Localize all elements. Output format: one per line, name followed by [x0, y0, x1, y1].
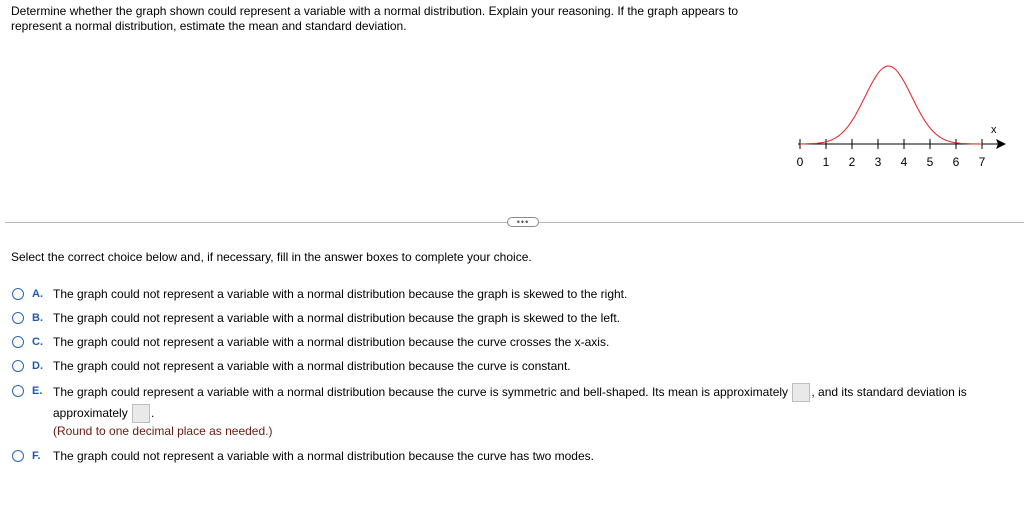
choice-text: The graph could not represent a variable with a normal distribution because the curve has two modes. — [53, 449, 594, 463]
choice-letter: D. — [32, 360, 43, 372]
choice-text: The graph could not represent a variable with a normal distribution because the graph is skewed to the left. — [53, 311, 620, 325]
choice-text — [53, 382, 1003, 424]
radio-f[interactable] — [12, 450, 24, 462]
x-tick-label: 5 — [926, 155, 934, 169]
choice-letter: F. — [32, 450, 41, 462]
choice-letter: E. — [32, 385, 43, 397]
mean-answer-box[interactable] — [792, 383, 810, 402]
x-tick-label: 1 — [822, 155, 830, 169]
choice-text: The graph could not represent a variable with a normal distribution because the curve crosses the x-axis. — [53, 335, 610, 349]
choice-text: The graph could not represent a variable with a normal distribution because the curve is constant. — [53, 359, 571, 373]
x-tick-label: 3 — [874, 155, 882, 169]
x-tick-label: 0 — [796, 155, 804, 169]
normal-curve-graph — [790, 58, 1015, 173]
x-tick-label: 6 — [952, 155, 960, 169]
x-tick-label: 7 — [978, 155, 986, 169]
choice-text: The graph could not represent a variable with a normal distribution because the graph is skewed to the right. — [53, 287, 628, 301]
radio-a[interactable] — [12, 288, 24, 300]
choice-e-text-1: The graph could represent a variable with a normal distribution because the curve is symmetric and bell-shaped. Its mean is approximately — [53, 385, 789, 399]
x-axis-label: x — [991, 124, 997, 136]
question-text: Determine whether the graph shown could represent a variable with a normal distribution. Explain your reasoning. If the graph appears to represent a normal distribution, estimate the mean and standard deviation. — [11, 4, 739, 33]
choice-letter: A. — [32, 288, 43, 300]
rounding-note: (Round to one decimal place as needed.) — [53, 424, 273, 438]
normal-curve — [800, 66, 982, 144]
sd-answer-box[interactable] — [132, 404, 150, 423]
instructions: Select the correct choice below and, if necessary, fill in the answer boxes to complete your choice. — [11, 250, 532, 264]
more-button[interactable]: ••• — [507, 217, 539, 227]
radio-b[interactable] — [12, 312, 24, 324]
choice-e-text-3: . — [151, 406, 155, 420]
radio-c[interactable] — [12, 336, 24, 348]
radio-d[interactable] — [12, 360, 24, 372]
x-tick-label: 2 — [848, 155, 856, 169]
x-tick-label: 4 — [900, 155, 908, 169]
choice-letter: B. — [32, 312, 43, 324]
radio-e[interactable] — [12, 385, 24, 397]
choice-e-text-2: , and its standard deviation is approximately — [53, 385, 967, 420]
choice-letter: C. — [32, 336, 43, 348]
